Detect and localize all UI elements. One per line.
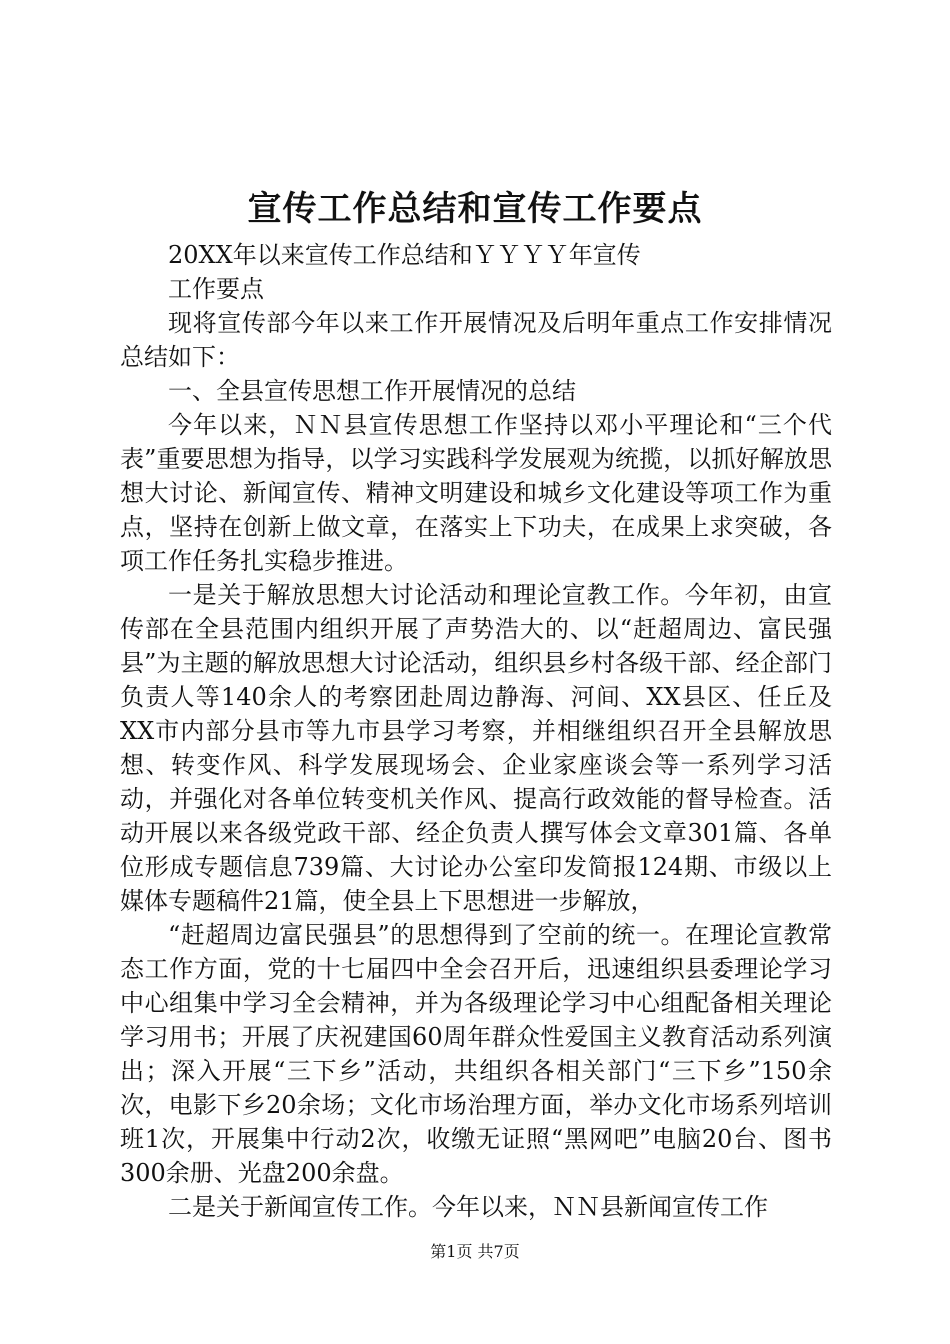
paragraph-subtitle-line-2: 工作要点 bbox=[168, 275, 264, 303]
document-body bbox=[120, 238, 832, 1224]
paragraph-item-one-continued: “赶超周边富民强县”的思想得到了空前的统一。在理论宣教常态工作方面，党的十七届四中全会召开后，迅速组织县委理论学习中心组集中学习全会精神，并为各级理论学习中心组配备相关理论学习用书；开展了庆祝建国60周年群众性爱国主义教育活动系列演出；深入开展“三下乡”活动，共组织各相关部门“三下乡”150余次，电影下乡20余场；文化市场治理方面，举办文化市场系列培训班1次，开展集中行动2次，收缴无证照“黑网吧”电脑20台、图书300余册、光盘200余盘。 bbox=[120, 921, 832, 1187]
page-title: 宣传工作总结和宣传工作要点 bbox=[247, 189, 703, 229]
paragraph-subtitle-line-1: 20XX年以来宣传工作总结和ＹＹＹＹ年宣传 bbox=[168, 241, 641, 269]
paragraph-overview: 今年以来，ＮＮ县宣传思想工作坚持以邓小平理论和“三个代表”重要思想为指导，以学习实践科学发展观为统揽，以抓好解放思想大讨论、新闻宣传、精神文明建设和城乡文化建设等项工作为重点，坚持在创新上做文章，在落实上下功夫，在成果上求突破，各项工作任务扎实稳步推进。 bbox=[120, 411, 832, 575]
paragraph-item-two: 二是关于新闻宣传工作。今年以来，ＮＮ县新闻宣传工作 bbox=[168, 1193, 768, 1221]
paragraph-intro: 现将宣传部今年以来工作开展情况及后明年重点工作安排情况总结如下： bbox=[120, 309, 832, 371]
section-heading: 一、全县宣传思想工作开展情况的总结 bbox=[168, 377, 576, 405]
paragraph-item-one: 一是关于解放思想大讨论活动和理论宣教工作。今年初，由宣传部在全县范围内组织开展了声势浩大的、以“赶超周边、富民强县”为主题的解放思想大讨论活动，组织县乡村各级干部、经企部门负责人等140余人的考察团赴周边静海、河间、XX县区、任丘及XX市内部分县市等九市县学习考察，并相继组织召开全县解放思想、转变作风、科学发展现场会、企业家座谈会等一系列学习活动，并强化对各单位转变机关作风、提高行政效能的督导检查。活动开展以来各级党政干部、经企负责人撰写体会文章301篇、各单位形成专题信息739篇、大讨论办公室印发简报124期、市级以上媒体专题稿件21篇，使全县上下思想进一步解放， bbox=[120, 581, 832, 915]
page-number-footer: 第1页 共7页 bbox=[430, 1242, 520, 1261]
